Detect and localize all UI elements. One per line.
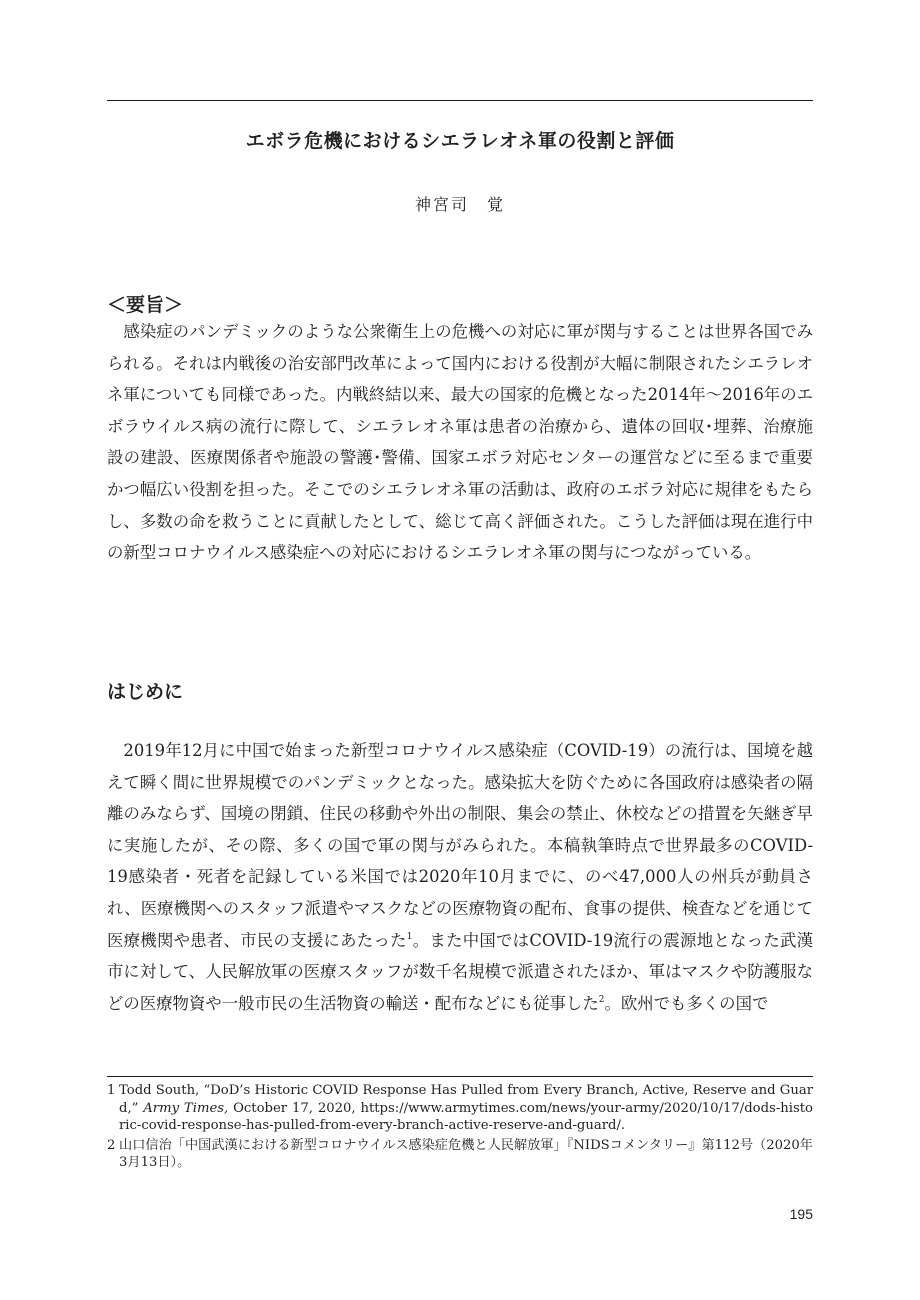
abstract-heading: ＜要旨＞: [107, 294, 184, 316]
abstract-paragraph: 感染症のパンデミックのような公衆衛生上の危機への対応に軍が関与することは世界各国でみられる。それは内戦後の治安部門改革によって国内における役割が大幅に制限されたシエラレオネ軍についても同様であった。内戦終結以来、最大の国家的危機となった2014年～2016年のエボラウイルス病の流行に際して、シエラレオネ軍は患者の治療から、遺体の回収･埋葬、治療施設の建設、医療関係者や施設の警護･警備、国家エボラ対応センターの運営などに至るまで重要かつ幅広い役割を担った。そこでのシエラレオネ軍の活動は、政府のエボラ対応に規律をもたらし、多数の命を救うことに貢献したとして、総じて高く評価された。こうした評価は現在進行中の新型コロナウイルス感染症への対応におけるシエラレオネ軍の関与につながっている。: [107, 322, 813, 563]
footnote-number: 2: [107, 1137, 116, 1153]
footnote-ref-1[interactable]: 1: [406, 931, 413, 942]
footnote-text: Todd South, “DoD’s Historic COVID Response Has Pulled from Every Branch, Active, Reserve and Guard,”: [119, 1083, 813, 1116]
footnote-ref-2[interactable]: 2: [598, 994, 605, 1005]
footnote-number: 1: [107, 1083, 116, 1098]
footnote-1: [107, 1082, 813, 1135]
footnote-publication: Army Times,: [143, 1100, 229, 1116]
introduction-paragraph: [107, 735, 813, 1019]
intro-text-2: 。また中国ではCOVID-19流行の震源地となった武漢市に対して、人民解放軍の医療スタッフが数千名規模で派遣されたほか、軍はマスクや防護服などの医療物資や一般市民の生活物資の輸送・配布などにも従事した: [107, 930, 814, 1013]
footnotes: [107, 1082, 813, 1174]
intro-text-1: 2019年12月に中国で始まった新型コロナウイルス感染症（COVID-19）の流行は、国境を越えて瞬く間に世界規模でのパンデミックとなった。感染拡大を防ぐために各国政府は感染者の隔離のみならず、国境の閉鎖、住民の移動や外出の制限、集会の禁止、休校などの措置を矢継ぎ早に実施したが、その際、多くの国で軍の関与がみられた。本稿執筆時点で世界最多のCOVID-19感染者・死者を記録している米国では2020年10月までに、のべ47,000人の州兵が動員され、医療機関へのスタッフ派遣やマスクなどの医療物資の配布、食事の提供、検査などを通じて医療機関や患者、市民の支援にあたった: [107, 741, 813, 950]
footnote-url-text: October 17, 2020, https://www.armytimes.com/news/your-army/2020/10/17/dods-historic-covid-response-has-pulled-from-every-branch-active-reserve-and-guard/.: [119, 1100, 813, 1133]
page-number: 195: [789, 1206, 813, 1222]
top-rule: [107, 100, 813, 101]
article-title: エボラ危機におけるシエラレオネ軍の役割と評価: [245, 130, 675, 152]
footnote-rule: [107, 1076, 813, 1077]
footnote-text: 山口信治「中国武漢における新型コロナウイルス感染症危機と人民解放軍」『NIDSコメンタリー』第112号（2020年3月13日）。: [119, 1137, 813, 1170]
introduction-heading: はじめに: [107, 681, 184, 703]
intro-text-3: 。欧州でも多くの国で: [604, 993, 769, 1013]
footnote-2: [107, 1137, 813, 1172]
author-name: 神宮司 覚: [414, 195, 505, 214]
